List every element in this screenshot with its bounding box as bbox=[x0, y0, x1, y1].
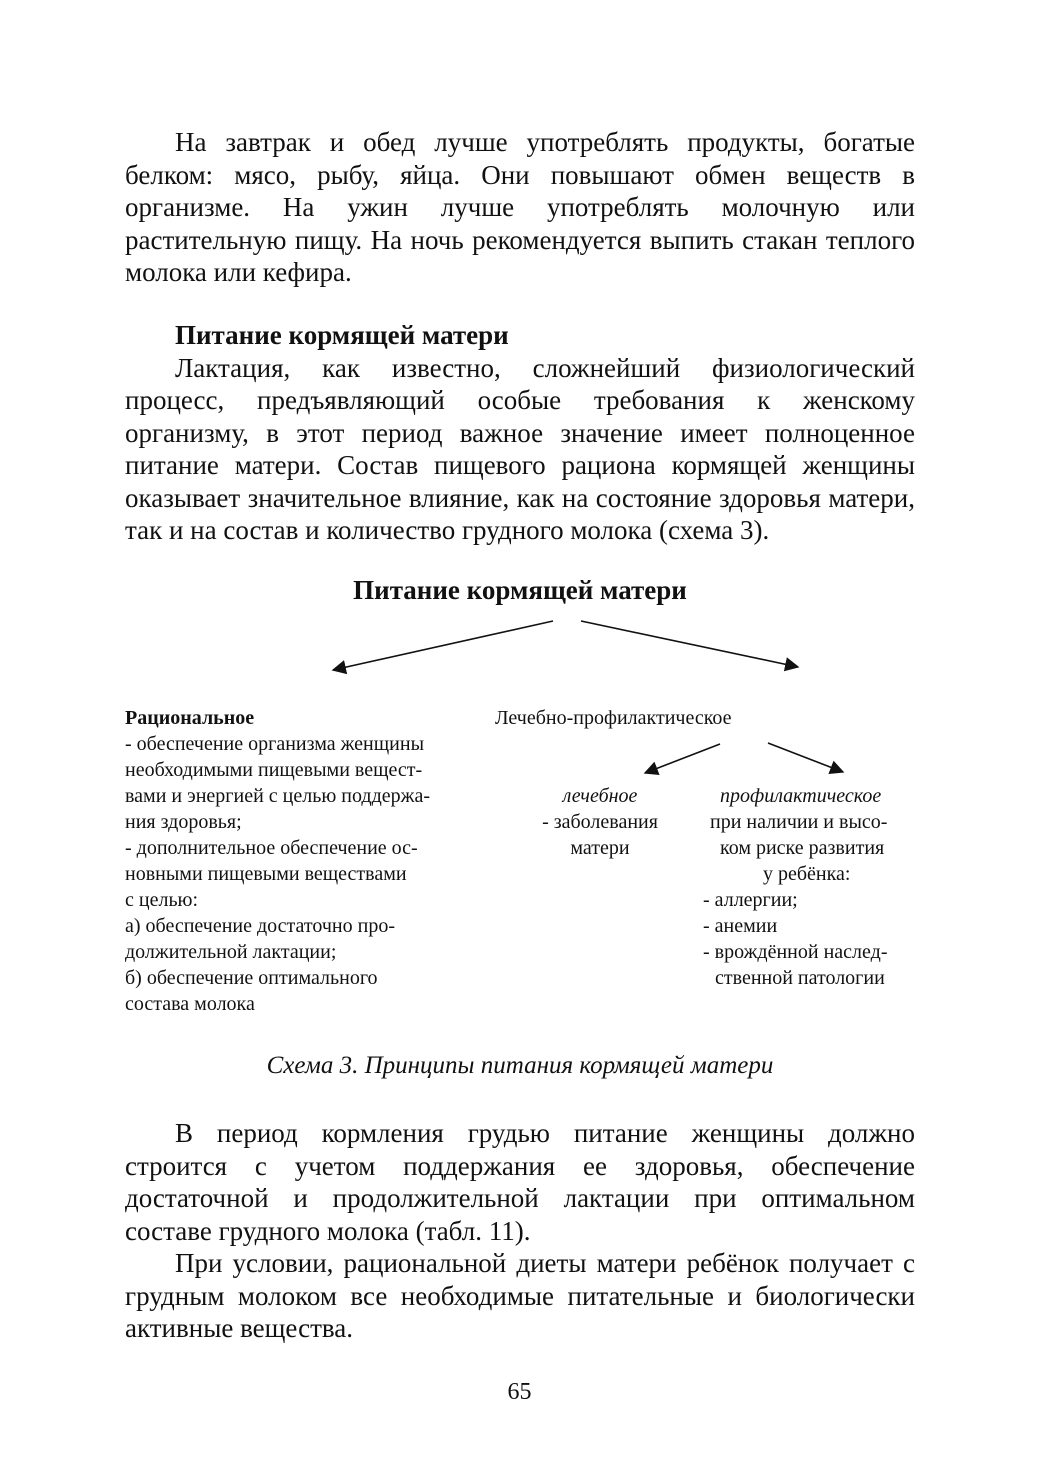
rational-title: Рациональное bbox=[125, 707, 255, 729]
arrow-to-therapeutic bbox=[645, 744, 720, 773]
therapeutic-prophylactic-title: Лечебно-профилактическое bbox=[495, 707, 732, 729]
prophylactic-line: ственной патологии bbox=[715, 967, 885, 989]
rational-line: с целью: bbox=[125, 889, 199, 911]
prophylactic-line: ком риске развития bbox=[720, 837, 885, 859]
rational-line: должительной лактации; bbox=[125, 941, 337, 963]
closing-paragraph: При условии, рациональной диеты матери ребёнок получает с грудным молоком все необходимые питательные и биологически активные вещества. bbox=[125, 1248, 915, 1343]
rational-line: б) обеспечение оптимального bbox=[125, 967, 378, 989]
section-paragraph: Лактация, как известно, сложнейший физиологический процесс, предъявляющий особые требования к женскому организму, в этот период важное значение имеет полноценное питание матери. Состав пищевого рациона кормящей женщины оказывает значительное влияние, как на состояние здоровья матери, так и на состав и количество грудного молока (схема 3). bbox=[125, 352, 915, 545]
rational-line: необходимыми пищевыми вещест- bbox=[125, 759, 423, 781]
rational-line: ния здоровья; bbox=[125, 811, 242, 833]
arrow-to-prophylactic bbox=[768, 743, 843, 772]
prophylactic-line: при наличии и высо- bbox=[710, 811, 888, 833]
prophylactic-title: профилактическое bbox=[720, 785, 882, 807]
rational-line: - обеспечение организма женщины bbox=[125, 733, 425, 755]
rational-branch bbox=[125, 705, 485, 1017]
arrow-to-therapeutic-prophylactic bbox=[581, 621, 798, 667]
scheme-caption: Схема 3. Принципы питания кормящей матери bbox=[266, 1052, 774, 1079]
rational-line: а) обеспечение достаточно про- bbox=[125, 915, 395, 937]
therapeutic-line: - заболевания bbox=[542, 811, 658, 833]
therapeutic-branch bbox=[525, 783, 675, 861]
rational-line: состава молока bbox=[125, 993, 255, 1015]
therapeutic-line: матери bbox=[570, 837, 630, 859]
prophylactic-line: - врождённой наслед- bbox=[703, 941, 888, 963]
prophylactic-line: у ребёнка: bbox=[763, 863, 851, 885]
therapeutic-title: лечебное bbox=[562, 785, 638, 807]
rational-line: - дополнительное обеспечение ос- bbox=[125, 837, 418, 859]
closing-paragraph: В период кормления грудью питание женщины должно строится с учетом поддержания ее здоровья, обеспечение достаточной и продолжительной лактации при оптимальном составе грудного молока (табл. 11). bbox=[125, 1118, 915, 1246]
closing-text bbox=[125, 1117, 915, 1345]
prophylactic-branch bbox=[700, 783, 920, 991]
scheme-title: Питание кормящей матери bbox=[353, 575, 687, 605]
section-heading: Питание кормящей матери bbox=[175, 320, 509, 350]
rational-line: вами и энергией с целью поддержа- bbox=[125, 785, 430, 807]
rational-line: новными пищевыми веществами bbox=[125, 863, 407, 885]
prophylactic-line: - анемии bbox=[703, 915, 778, 937]
page-number: 65 bbox=[507, 1379, 532, 1405]
arrow-to-rational bbox=[333, 621, 553, 670]
prophylactic-line: - аллергии; bbox=[703, 889, 798, 911]
intro-paragraph: На завтрак и обед лучше употреблять продукты, богатые белком: мясо, рыбу, яйца. Они повышают обмен веществ в организме. На ужин лучше употреблять молочную или растительную пищу. На ночь рекомендуется выпить стакан теплого молока или кефира. bbox=[125, 127, 915, 287]
